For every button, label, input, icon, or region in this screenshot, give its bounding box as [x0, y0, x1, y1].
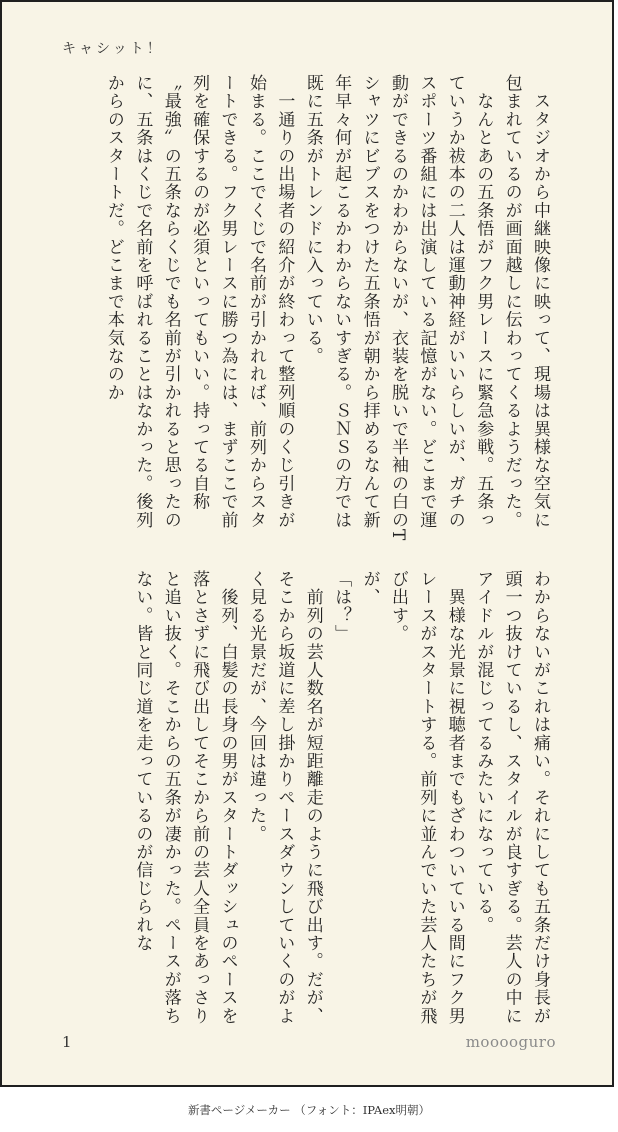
page-title: キャシット！	[62, 41, 164, 57]
paragraph: なんとあの五条悟がフク男レースに緊急参戦。五条っていうか祓本の二人は運動神経がいいらしいが、ガチのスポーツ番組には出演している記憶がない。どこまで運動ができるのかわからないが、衣装を脱いで半袖の白のTシャツにビブスをつけた五条悟が朝から拝めるなんて新年早々何が起こるかわからないすぎる。ＳＮＳの方では既に五条がトレンドに入っている。	[302, 74, 494, 542]
generator-caption: 新書ページメーカー （フォント：IPAex明朝）	[187, 1103, 431, 1117]
paragraph: が、	[359, 570, 380, 607]
paragraph: わからないがこれは痛い。それにしても五条だけ身長が頭一つ抜けているし、スタイルが良すぎる。芸人の中にアイドルが混じってるみたいになっている。	[473, 570, 550, 1025]
page-number: 1	[62, 1033, 72, 1051]
upper-text-block	[100, 74, 555, 544]
paragraph: 「は？」	[331, 570, 352, 643]
paragraph: スタジオから中継映像に映って、現場は異様な空気に包まれているのが画面越しに伝わってくるようだった。	[501, 74, 550, 529]
paragraph: 一通りの出場者の紹介が終わって整列順のくじ引きが始まる。ここでくじで名前が引かれれば、前列からスタートできる。フク男レースに勝つ為には、まずここで前列を確保するのが必須といってもいい。持ってる自称〝最強〟の五条ならくじでも名前が引かれると思ったのに、五条はくじで名前を呼ばれることはなかった。後列からのスタートだ。どこまで本気なのか	[103, 74, 295, 529]
paragraph: 異様な光景に視聴者までもざわついている間にフク男レースがスタートする。前列に並んでいた芸人たちが飛び出す。	[387, 570, 465, 1025]
author-name: mooooguro	[465, 1033, 556, 1051]
paragraph: 前列の芸人数名が短距離走のように飛び出す。だが、そこから坂道に差し掛かりペースダウンしていくのがよく見る光景だが、今回は違った。	[245, 570, 323, 1025]
paragraph: 後列、白髪の長身の男がスタートダッシュのペースを落とさずに飛び出してそこから前の芸人全員をあっさりと追い抜く。そこからの五条が凄かった。ペースが落ちない。皆と同じ道を走っているのが信じられな	[132, 570, 238, 1025]
lower-text-block	[128, 570, 554, 1034]
